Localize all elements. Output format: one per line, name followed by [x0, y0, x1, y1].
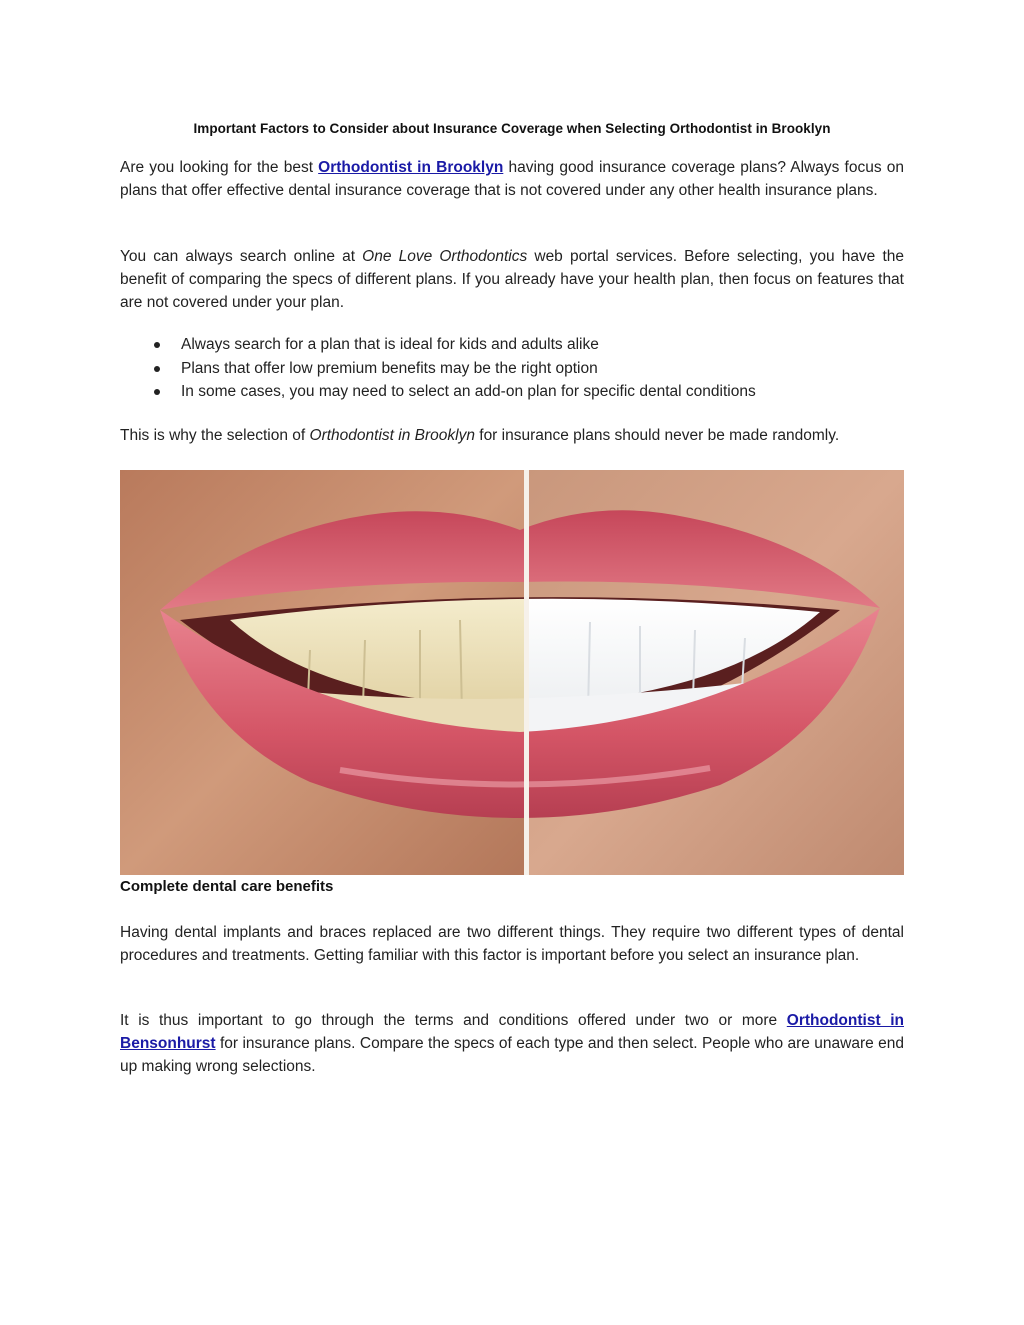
terms-text-after: for insurance plans. Compare the specs of each type and then select. People who are unaware end up making wrong selections.	[120, 1035, 904, 1075]
orthodontist-brooklyn-italic: Orthodontist in Brooklyn	[309, 427, 475, 444]
bullet-icon	[154, 342, 160, 348]
paragraph-search	[120, 245, 904, 314]
bullet-icon	[154, 366, 160, 372]
section-heading: Complete dental care benefits	[120, 878, 334, 895]
bullet-text: In some cases, you may need to select an add-on plan for specific dental conditions	[181, 383, 756, 400]
paragraph-selection	[120, 424, 904, 447]
paragraph-implants: Having dental implants and braces replaced are two different things. They require two different types of dental procedures and treatments. Getting familiar with this factor is important before you select an insurance plan.	[120, 924, 904, 964]
selection-text-before: This is why the selection of	[120, 427, 310, 444]
list-item	[120, 357, 756, 381]
document-title: Important Factors to Consider about Insurance Coverage when Selecting Orthodontist in Brooklyn	[193, 121, 831, 136]
bullet-icon	[154, 389, 160, 395]
intro-text-before: Are you looking for the best	[120, 159, 319, 176]
search-text-before: You can always search online at	[120, 248, 363, 265]
bullet-list	[120, 333, 756, 404]
selection-text-after: for insurance plans should never be made randomly.	[474, 427, 840, 444]
one-love-orthodontics-text: One Love Orthodontics	[362, 248, 528, 265]
list-item	[120, 333, 756, 357]
paragraph-terms	[120, 1009, 904, 1078]
orthodontist-bensonhurst-link[interactable]: Orthodontist in Bensonhurst	[120, 1012, 904, 1052]
bullet-text: Always search for a plan that is ideal for kids and adults alike	[181, 336, 599, 353]
bullet-text: Plans that offer low premium benefits may be the right option	[181, 359, 598, 377]
terms-text-before: It is thus important to go through the terms and conditions offered under two or more	[120, 1012, 787, 1029]
search-text-after: web portal services. Before selecting, you have the benefit of comparing the specs of different plans. If you already have your health plan, then focus on features that are not covered under your plan.	[120, 248, 904, 311]
list-item	[120, 380, 756, 404]
teeth-whitening-photo	[120, 470, 904, 875]
orthodontist-brooklyn-link[interactable]: Orthodontist in Brooklyn	[318, 159, 504, 176]
intro-text-after: having good insurance coverage plans? Always focus on plans that offer effective dental insurance coverage that is not covered under any other health insurance plans.	[120, 159, 904, 199]
paragraph-intro	[120, 156, 904, 202]
